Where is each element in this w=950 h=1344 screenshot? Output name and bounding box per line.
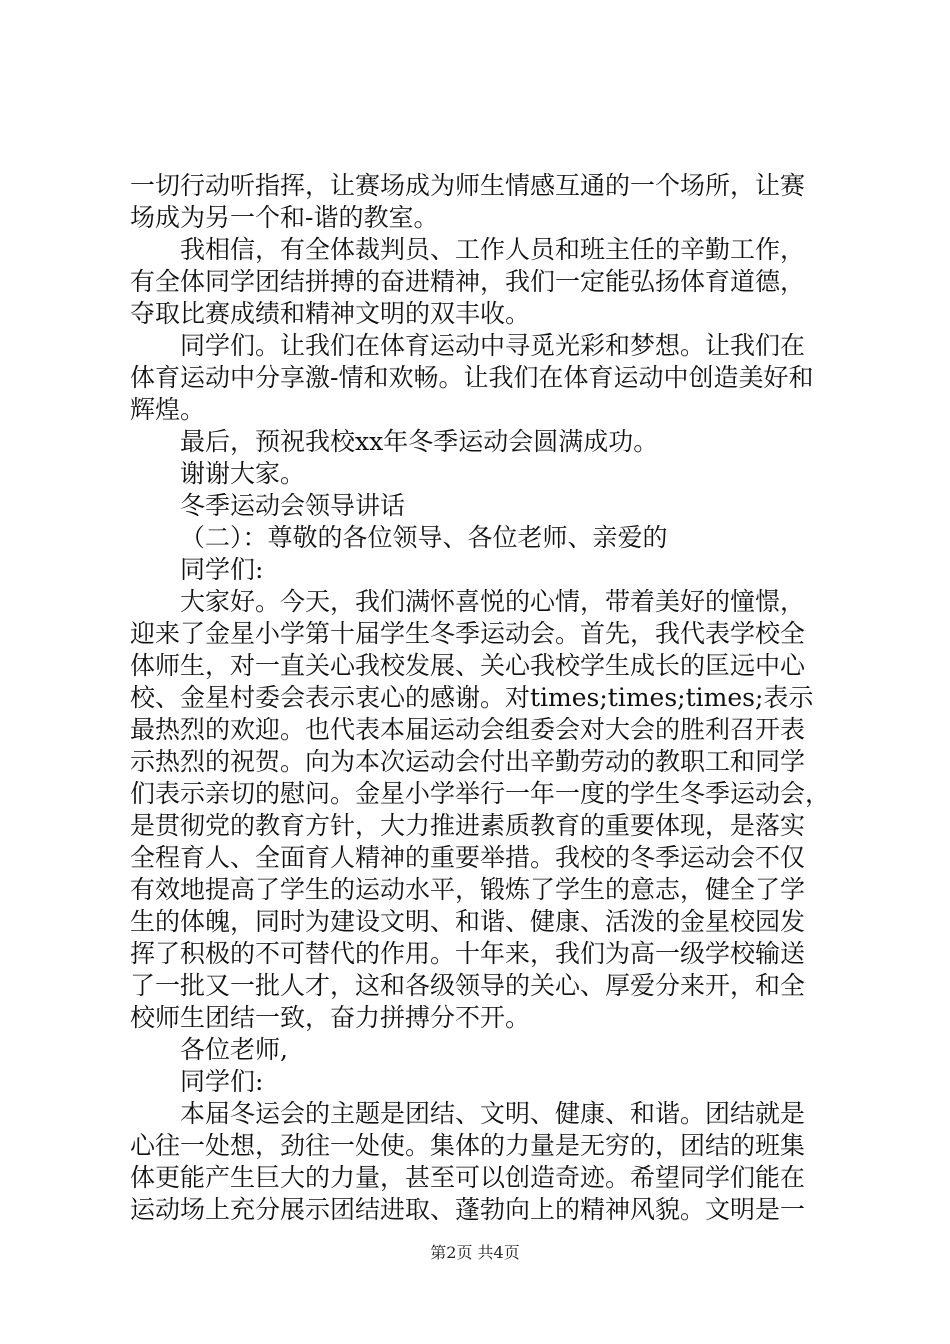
paragraph-line: 了一批又一批人才，这和各级领导的关心、厚爱分来开，和全 xyxy=(130,971,806,1000)
paragraph-line: 挥了积极的不可替代的作用。十年来，我们为高一级学校输送 xyxy=(130,939,806,968)
paragraph-first-line: 同学们: xyxy=(180,555,264,584)
paragraph-line: 最热烈的欢迎。也代表本届运动会组委会对大会的胜利召开表 xyxy=(130,715,806,744)
paragraph-first-line: 各位老师, xyxy=(180,1035,288,1064)
paragraph-line: 体更能产生巨大的力量，甚至可以创造奇迹。希望同学们能在 xyxy=(130,1163,806,1192)
paragraph-line: 夺取比赛成绩和精神文明的双丰收。 xyxy=(130,299,531,328)
paragraph-line: 场成为另一个和-谐的教室。 xyxy=(130,203,439,232)
paragraph-line: 有效地提高了学生的运动水平，锻炼了学生的意志，健全了学 xyxy=(130,875,806,904)
paragraph-first-line: 最后，预祝我校xx年冬季运动会圆满成功。 xyxy=(180,427,659,456)
document-body xyxy=(130,170,830,1226)
paragraph-first-line: 本届冬运会的主题是团结、文明、健康、和谐。团结就是 xyxy=(180,1099,806,1128)
paragraph-line: 体师生，对一直关心我校发展、关心我校学生成长的匡远中心 xyxy=(130,651,806,680)
paragraph-line: 一切行动听指挥，让赛场成为师生情感互通的一个场所，让赛 xyxy=(130,171,806,200)
paragraph-first-line: 冬季运动会领导讲话 xyxy=(180,491,406,520)
paragraph-line: 示热烈的祝贺。向为本次运动会付出辛勤劳动的教职工和同学 xyxy=(130,747,806,776)
paragraph-first-line: 大家好。今天，我们满怀喜悦的心情，带着美好的憧憬， xyxy=(180,587,806,616)
paragraph-first-line: 谢谢大家。 xyxy=(180,459,306,488)
paragraph-first-line: 我相信，有全体裁判员、工作人员和班主任的辛勤工作， xyxy=(180,235,806,264)
paragraph-line: 校、金星村委会表示衷心的感谢。对times;times;times;表示 xyxy=(130,683,814,712)
paragraph-first-line: 同学们。让我们在体育运动中寻觅光彩和梦想。让我们在 xyxy=(180,331,806,360)
paragraph-line: 是贯彻党的教育方针，大力推进素质教育的重要体现，是落实 xyxy=(130,811,806,840)
paragraph-line: 有全体同学团结拼搏的奋进精神，我们一定能弘扬体育道德， xyxy=(130,267,806,296)
paragraph-first-line: 同学们: xyxy=(180,1067,264,1096)
paragraph-line: 全程育人、全面育人精神的重要举措。我校的冬季运动会不仅 xyxy=(130,843,806,872)
paragraph-line: 迎来了金星小学第十届学生冬季运动会。首先，我代表学校全 xyxy=(130,619,806,648)
paragraph-line: 生的体魄，同时为建设文明、和谐、健康、活泼的金星校园发 xyxy=(130,907,806,936)
paragraph-line: 心往一处想，劲往一处使。集体的力量是无穷的，团结的班集 xyxy=(130,1131,806,1160)
paragraph-line: 们表示亲切的慰问。金星小学举行一年一度的学生冬季运动会， xyxy=(130,779,830,808)
paragraph-line: 运动场上充分展示团结进取、蓬勃向上的精神风貌。文明是一 xyxy=(130,1195,806,1224)
paragraph-line: 校师生团结一致，奋力拼搏分不开。 xyxy=(130,1003,531,1032)
paragraph-line: 辉煌。 xyxy=(130,395,206,424)
paragraph-first-line: （二）：尊敬的各位领导、各位老师、亲爱的 xyxy=(180,523,668,552)
page-footer: 第2页 共4页 xyxy=(430,1243,520,1262)
paragraph-line: 体育运动中分享激-情和欢畅。让我们在体育运动中创造美好和 xyxy=(130,363,814,392)
